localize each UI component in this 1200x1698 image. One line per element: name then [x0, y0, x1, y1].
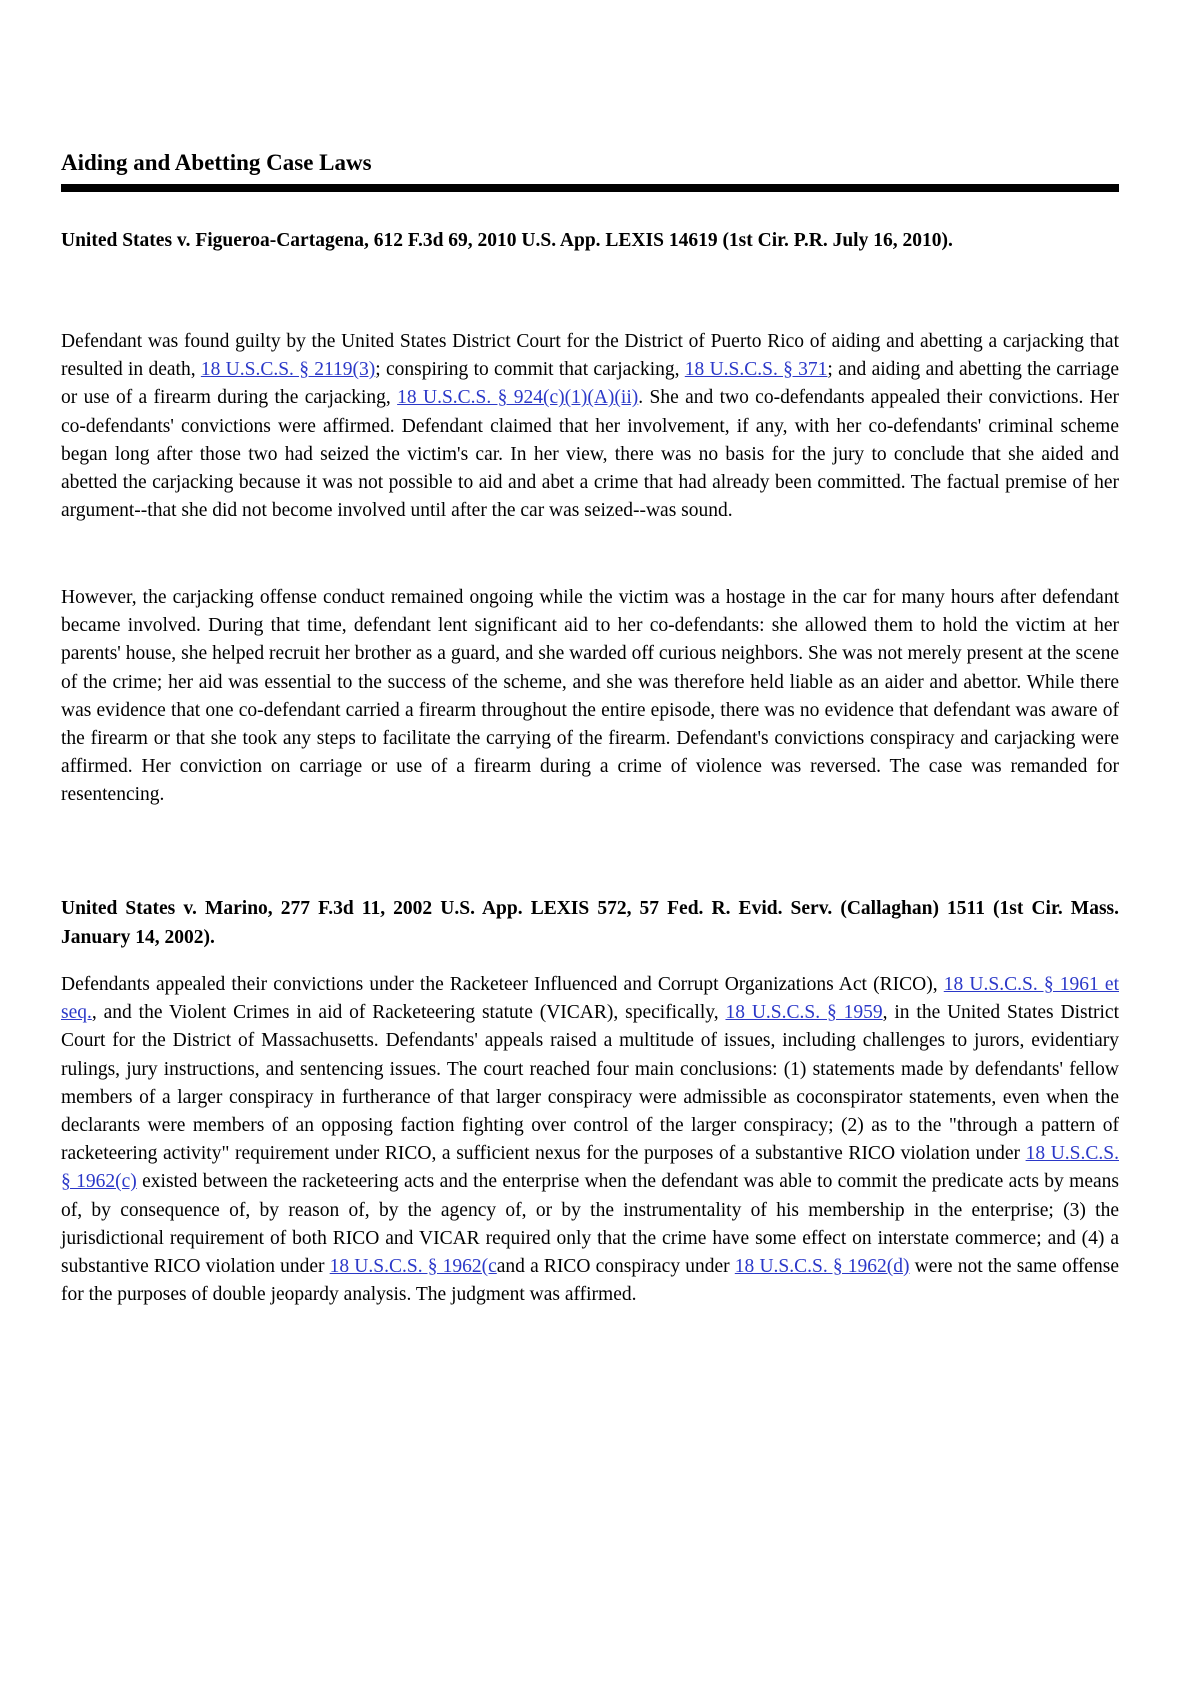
document-title: Aiding and Abetting Case Laws — [61, 150, 372, 175]
statute-link-1962c-second[interactable]: 18 U.S.C.S. § 1962(c — [329, 1256, 497, 1278]
text-segment: and a RICO conspiracy under — [496, 1256, 735, 1278]
statute-link-924[interactable]: 18 U.S.C.S. § 924(c)(1)(A)(ii) — [397, 387, 639, 409]
statute-link-371[interactable]: 18 U.S.C.S. § 371 — [684, 359, 828, 381]
statute-link-1962d[interactable]: 18 U.S.C.S. § 1962(d) — [734, 1256, 910, 1278]
case-summary-figueroa-cartagena — [61, 328, 1119, 525]
text-segment: Defendants appealed their convictions under the Racketeer Influenced and Corrupt Organizations Act (RICO), — [61, 974, 944, 995]
statute-link-1962c[interactable]: 18 U.S.C.S. § 1962(c) — [61, 1143, 1119, 1193]
statute-link-1961[interactable]: 18 U.S.C.S. § 1961 et seq. — [61, 974, 1119, 1024]
text-segment: Defendant was found guilty by the United States District Court for the District of Puerto Rico of aiding and abetting a carjacking that resulted in death, — [61, 331, 1119, 381]
case-heading-marino: United States v. Marino, 277 F.3d 11, 2002 U.S. App. LEXIS 572, 57 Fed. R. Evid. Serv. (Callaghan) 1511 (1st Cir. Mass. January 14, 2002). — [61, 898, 1119, 948]
case-heading-figueroa-cartagena: United States v. Figueroa-Cartagena, 612 F.3d 69, 2010 U.S. App. LEXIS 14619 (1st Cir. P.R. July 16, 2010). — [61, 230, 953, 251]
case-holding-figueroa-cartagena: However, the carjacking offense conduct remained ongoing while the victim was a hostage in the car for many hours after defendant became involved. During that time, defendant lent significant aid to her co-defendants: she allowed them to hold the victim at her parents' house, she helped recruit her brother as a guard, and she warded off curious neighbors. She was not merely present at the scene of the crime; her aid was essential to the success of the scheme, and she was therefore held liable as an aider and abettor. While there was evidence that one co-defendant carried a firearm throughout the entire episode, there was no evidence that defendant was aware of the firearm or that she took any steps to facilitate the carrying of the firearm. Defendant's convictions conspiracy and carjacking were affirmed. Her conviction on carriage or use of a firearm during a crime of violence was reversed. The case was remanded for resentencing. — [61, 587, 1119, 806]
text-segment: existed between the racketeering acts and the enterprise when the defendant was able to commit the predicate acts by means of, by consequence of, by reason of, by the agency of, or by the instrumentality of his membership in the enterprise; (3) the jurisdictional requirement of both RICO and VICAR required only that the crime have some effect on interstate commerce; and (4) a substantive RICO violation under — [61, 1171, 1119, 1278]
text-segment: were not the same offense for the purposes of double jeopardy analysis. The judgment was affirmed. — [61, 1256, 1119, 1306]
text-segment: ; and aiding and abetting the carriage or use of a firearm during the carjacking, — [61, 359, 1120, 409]
statute-link-1959[interactable]: 18 U.S.C.S. § 1959 — [725, 1002, 883, 1024]
text-segment: ; conspiring to commit that carjacking, — [375, 359, 685, 381]
case-summary-marino — [61, 971, 1119, 1309]
title-divider — [61, 184, 1119, 192]
text-segment: , and the Violent Crimes in aid of Racketeering statute (VICAR), specifically, — [91, 1002, 726, 1024]
text-segment: . She and two co-defendants appealed their convictions. Her co-defendants' convictions were affirmed. Defendant claimed that her involvement, if any, with her co-defendants' criminal scheme began long after those two had seized the victim's car. In her view, there was no basis for the jury to conclude that she aided and abetted the carjacking because it was not possible to aid and abet a crime that had already been committed. The factual premise of her argument--that she did not become involved until after the car was seized--was sound. — [61, 387, 1119, 522]
statute-link-2119[interactable]: 18 U.S.C.S. § 2119(3) — [200, 359, 376, 381]
text-segment: , in the United States District Court for the District of Massachusetts. Defendants' appeals raised a multitude of issues, including challenges to jurors, evidentiary rulings, jury instructions, and sentencing issues. The court reached four main conclusions: (1) statements made by defendants' fellow members of a larger conspiracy in furtherance of that larger conspiracy were admissible as coconspirator statements, even when the declarants were members of an opposing faction fighting over control of the larger conspiracy; (2) as to the "through a pattern of racketeering activity" requirement under RICO, a sufficient nexus for the purposes of a substantive RICO violation under — [61, 1002, 1119, 1165]
